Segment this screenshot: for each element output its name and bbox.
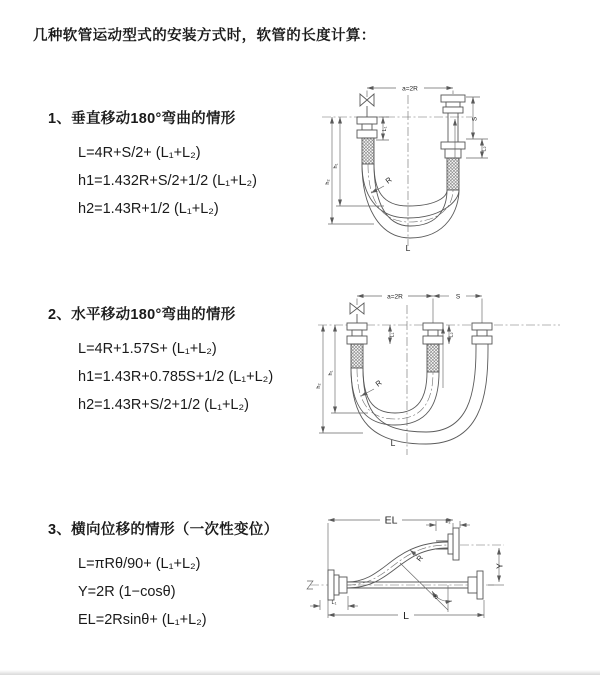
- formula-length: L=4R+1.57S+ (L₁+L₂): [78, 341, 217, 357]
- valve-icon: [360, 94, 374, 117]
- section-1-formulas: [78, 139, 318, 223]
- dim-label-l2: L₂: [448, 332, 455, 338]
- formula-h2: h2=1.43R+S/2+1/2 (L₁+L₂): [78, 397, 249, 413]
- dim-label-h1: h₁: [333, 163, 339, 169]
- page-title: 几种软管运动型式的安装方式时，软管的长度计算：: [33, 28, 376, 44]
- dim-label-r: R: [414, 553, 425, 564]
- dim-label-s: S: [455, 293, 461, 301]
- dim-label-theta: θ: [434, 594, 438, 601]
- right-pipe-fitting: [472, 323, 492, 349]
- dim-s: [433, 294, 482, 301]
- formula-h1: h1=1.432R+S/2+1/2 (L₁+L₂): [78, 173, 258, 189]
- dim-label-l: L: [405, 243, 411, 253]
- dim-l: [328, 600, 484, 622]
- dim-label-h2: h₂: [325, 179, 331, 185]
- dim-label-h2: h₂: [316, 383, 322, 389]
- hose-u-bend-position-1: [351, 368, 439, 425]
- dim-label-l2: L₂: [445, 519, 451, 525]
- dim-label-a2r: a=2R: [387, 293, 403, 301]
- right-pipe-fitting: [441, 95, 465, 190]
- section-3-heading: 3、横向位移的情形（一次性变位）: [48, 522, 279, 538]
- dim-top-a2r: [367, 86, 453, 98]
- dim-y: [488, 548, 505, 585]
- dim-label-s: S: [471, 116, 479, 122]
- section-vertical-move: [48, 107, 318, 223]
- dim-label-l: L: [390, 438, 396, 448]
- formula-h1: h1=1.43R+0.785S+1/2 (L₁+L₂): [78, 369, 274, 385]
- formula-h2: h2=1.43R+1/2 (L₁+L₂): [78, 201, 219, 217]
- section-horizontal-move: [48, 303, 318, 419]
- dim-label-a2r: a=2R: [402, 85, 418, 93]
- dim-label-y: Y: [494, 563, 505, 569]
- diagram-lateral-displacement: [298, 500, 600, 640]
- page-bottom-edge: [0, 670, 600, 675]
- formula-length: L=πRθ/90+ (L₁+L₂): [78, 556, 201, 572]
- hose-u-bend: [362, 164, 459, 238]
- dim-label-l1: L₁: [331, 600, 337, 606]
- dim-top-a2r: [357, 294, 482, 324]
- dim-l1: [390, 325, 396, 344]
- dim-label-l: L: [403, 610, 409, 622]
- dim-label-l2: L₂: [481, 146, 488, 152]
- diagram-horizontal-move-180-bend: [308, 283, 600, 468]
- dim-el: [328, 515, 453, 619]
- left-flange: [328, 570, 347, 600]
- angle-theta: [400, 563, 452, 612]
- hose-u-bend-position-2: [351, 349, 488, 444]
- dim-l2: [426, 519, 470, 531]
- section-lateral-displacement: [48, 518, 338, 634]
- dim-label-l1: L₁: [389, 332, 396, 338]
- section-2-heading: 2、水平移动180°弯曲的情形: [48, 307, 236, 323]
- formula-length: L=4R+S/2+ (L₁+L₂): [78, 145, 201, 161]
- dim-label-r: R: [373, 378, 384, 389]
- valve-icon: [350, 303, 364, 323]
- upper-flange: [436, 528, 459, 560]
- section-1-heading: 1、垂直移动180°弯曲的情形: [48, 111, 236, 127]
- left-pipe-fitting: [357, 117, 377, 164]
- s-curve-hose: [347, 542, 448, 588]
- diagram-vertical-move-180-bend: [310, 78, 600, 258]
- dim-l1: [376, 117, 389, 140]
- formula-y: Y=2R (1−cosθ): [78, 584, 176, 600]
- middle-pipe-fitting: [423, 323, 443, 372]
- dim-label-el: EL: [384, 514, 398, 527]
- dim-label-l1: L₁: [382, 126, 388, 132]
- left-pipe-fitting: [347, 323, 367, 368]
- dim-label-h1: h₁: [328, 370, 334, 376]
- section-2-formulas: [78, 335, 318, 419]
- dim-l2: [443, 325, 455, 388]
- formula-el: EL=2Rsinθ+ (L₁+L₂): [78, 612, 207, 628]
- dim-label-r: R: [383, 175, 394, 186]
